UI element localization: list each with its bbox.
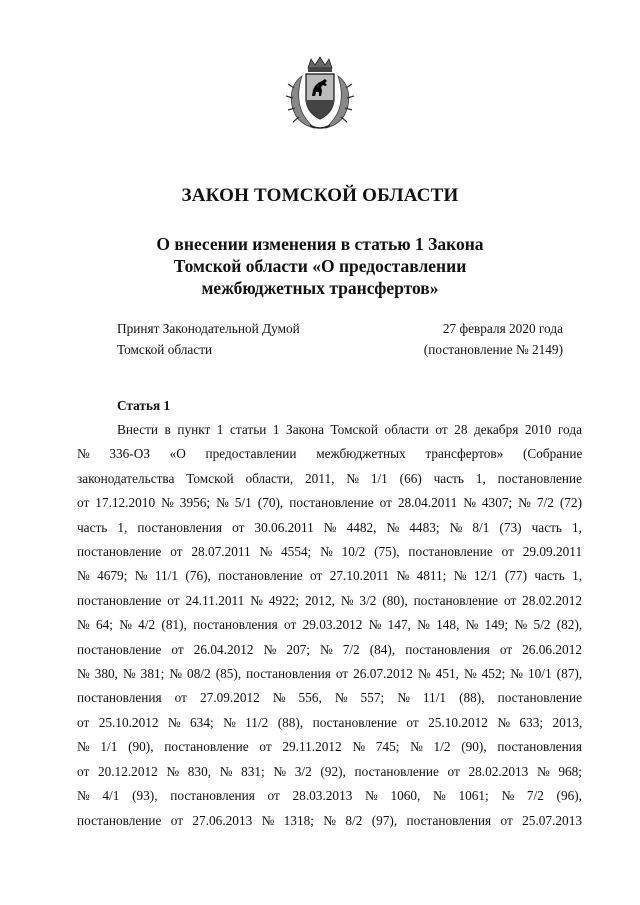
article-body-line: постановление от 26.04.2012 № 207; № 7/2 (84), постановления от 26.06.2012	[77, 641, 582, 657]
article-body-line: № 380, № 381; № 08/2 (85), постановления от 26.07.2012 № 451, № 452; № 10/1 (87),	[77, 666, 583, 682]
article-body-line: Внести в пункт 1 статьи 1 Закона Томской области от 28 декабря 2010 года	[117, 422, 582, 437]
article-body-line: постановления от 27.09.2012 № 556, № 557; № 11/1 (88), постановление	[77, 690, 582, 706]
subtitle-line: О внесении изменения в статью 1 Закона	[156, 234, 484, 254]
law-subtitle	[0, 233, 640, 299]
article-body	[77, 418, 582, 833]
article-body-line: от 25.10.2012 № 634; № 11/2 (88), постановление от 25.10.2012 № 633; 2013,	[77, 714, 583, 730]
article-body-line: постановление от 27.06.2013 № 1318; № 8/2 (97), постановления от 25.07.2013	[77, 812, 582, 828]
article-body-line: от 17.12.2010 № 3956; № 5/1 (70), постановление от 28.04.2011 № 4307; № 7/2 (72)	[77, 495, 582, 511]
tomsk-coat-of-arms-icon	[284, 54, 356, 130]
adopted-by-line: Принят Законодательной Думой	[117, 321, 300, 336]
article-heading: Статья 1	[117, 398, 171, 413]
adopted-by	[117, 318, 300, 360]
law-title: ЗАКОН ТОМСКОЙ ОБЛАСТИ	[181, 185, 459, 206]
article-body-line: № 336-ОЗ «О предоставлении межбюджетных трансфертов» (Собрание	[77, 446, 583, 462]
subtitle-line: Томской области «О предоставлении	[173, 256, 467, 276]
adoption-date-line: 27 февраля 2020 года	[442, 321, 563, 336]
article-body-line: часть 1, постановления от 30.06.2011 № 4482, № 4483; № 8/1 (73) часть 1,	[77, 519, 582, 535]
article-body-line: постановление от 28.07.2011 № 4554; № 10/2 (75), постановление от 29.09.2011	[77, 544, 583, 560]
article-body-line: № 4679; № 11/1 (76), постановление от 27.10.2011 № 4811; № 12/1 (77) часть 1,	[77, 568, 583, 584]
subtitle-line: межбюджетных трансфертов»	[201, 278, 439, 298]
article-body-line: от 20.12.2012 № 830, № 831; № 3/2 (92), постановление от 28.02.2013 № 968;	[77, 763, 582, 779]
adopted-by-line: Томской области	[117, 342, 213, 357]
adoption-date	[424, 318, 563, 360]
resolution-number: (постановление № 2149)	[423, 342, 563, 357]
article-body-line: № 1/1 (90), постановление от 29.11.2012 № 745; № 1/2 (90), постановления	[77, 739, 582, 755]
article-body-line: законодательства Томской области, 2011, № 1/1 (66) часть 1, постановление	[77, 470, 582, 486]
article-body-line: № 4/1 (93), постановления от 28.03.2013 № 1060, № 1061; № 7/2 (96),	[77, 788, 582, 804]
article-body-line: постановление от 24.11.2011 № 4922; 2012, № 3/2 (80), постановление от 28.02.2012	[77, 592, 582, 608]
article-body-line: № 64; № 4/2 (81), постановления от 29.03.2012 № 147, № 148, № 149; № 5/2 (82),	[77, 617, 583, 633]
